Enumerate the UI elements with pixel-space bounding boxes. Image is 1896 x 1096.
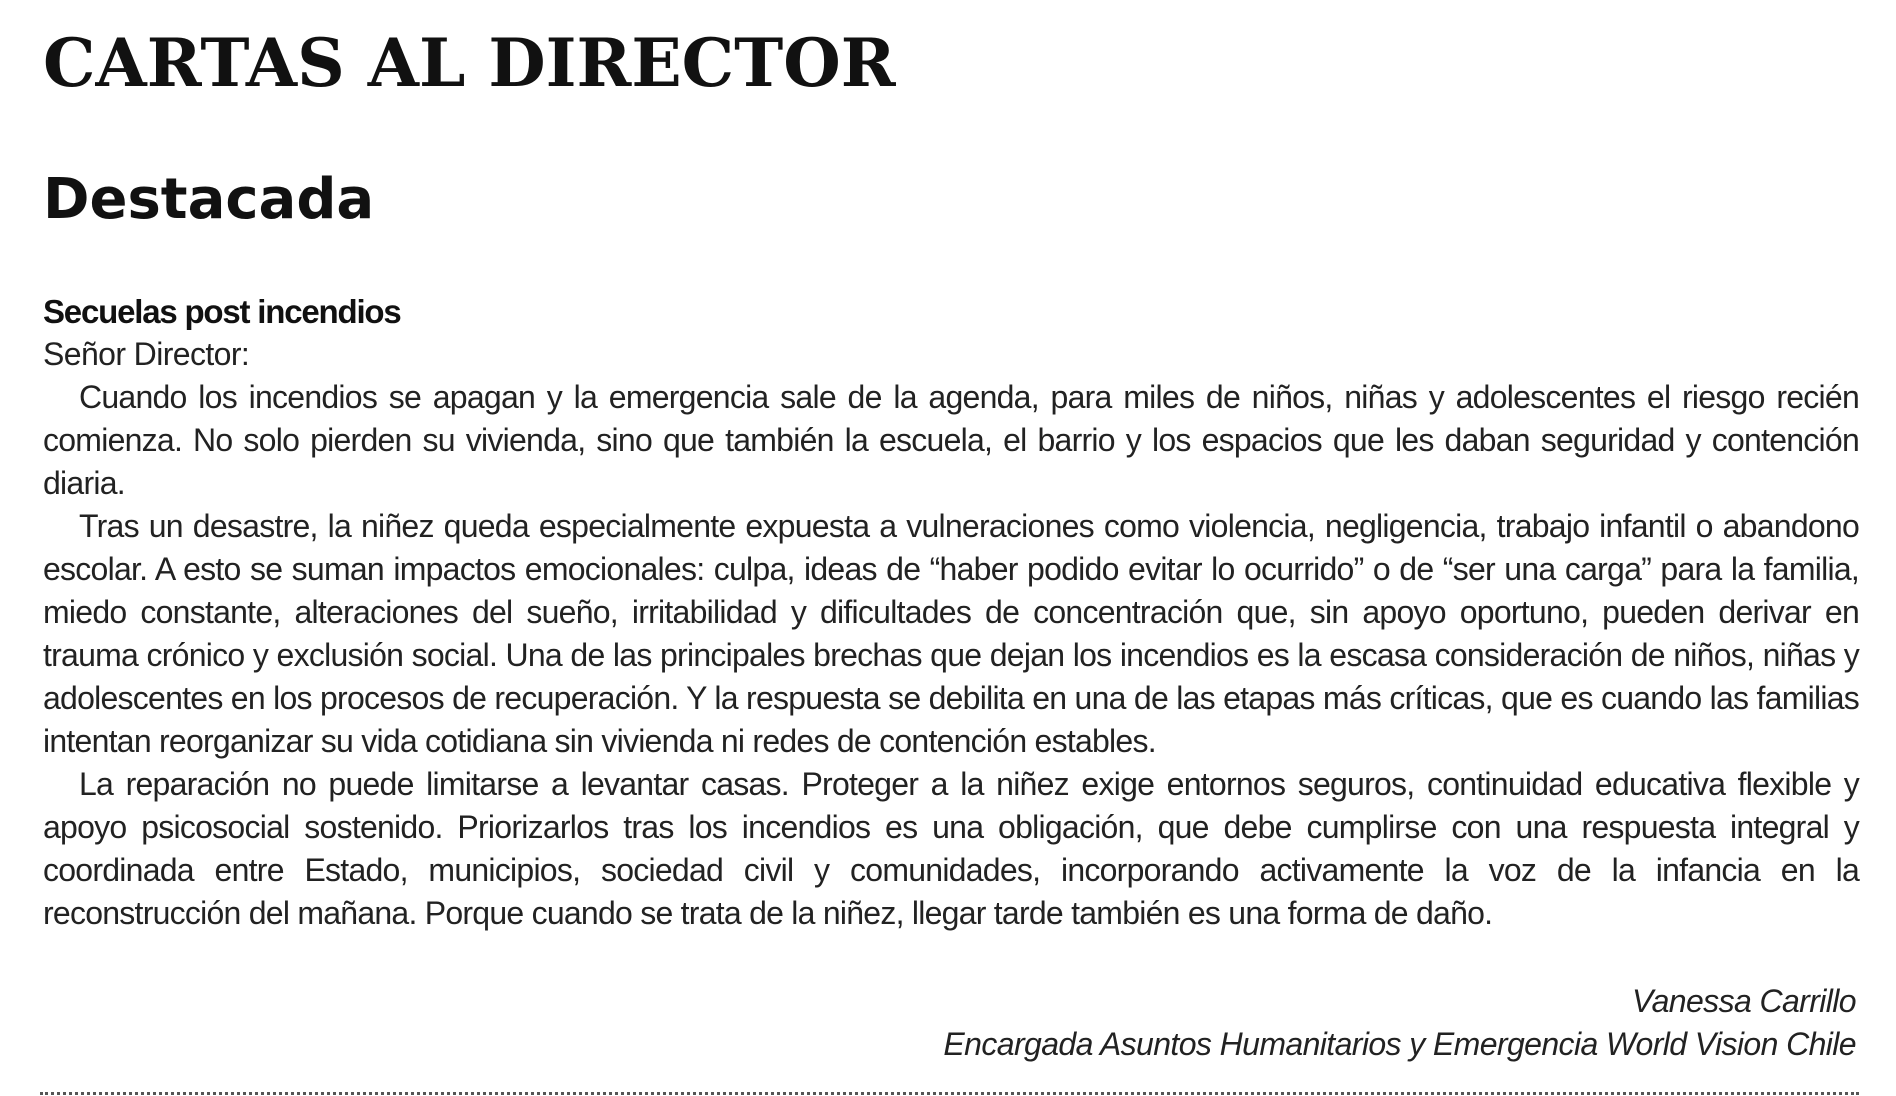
author-name: Vanessa Carrillo: [1632, 983, 1856, 1019]
section-title: CARTAS AL DIRECTOR: [43, 24, 896, 102]
letter-paragraph-1: Cuando los incendios se apagan y la emergencia sale de la agenda, para miles de niños, niñas y adolescentes el riesgo recién comienza. No solo pierden su vivienda, sino que también la escuela, el barrio y los espacios que les daban seguridad y contención diaria.: [43, 379, 1859, 501]
dotted-divider: [40, 1092, 1859, 1095]
letter-title: Secuelas post incendios: [43, 293, 401, 330]
letter-article: [43, 290, 1859, 935]
letter-paragraph-3: La reparación no puede limitarse a levantar casas. Proteger a la niñez exige entornos seguros, continuidad educativa flexible y apoyo psicosocial sostenido. Priorizarlos tras los incendios es una obligación, que debe cumplirse con una respuesta integral y coordinada entre Estado, municipios, sociedad civil y comunidades, incorporando activamente la voz de la infancia en la reconstrucción del mañana. Porque cuando se trata de la niñez, llegar tarde también es una forma de daño.: [43, 766, 1859, 931]
signature-block: [943, 980, 1856, 1066]
letter-paragraph-2: Tras un desastre, la niñez queda especialmente expuesta a vulneraciones como violencia, negligencia, trabajo infantil o abandono escolar. A esto se suman impactos emocionales: culpa, ideas de “haber podido evitar lo ocurrido” o de “ser una carga” para la familia, miedo constante, alteraciones del sueño, irritabilidad y dificultades de concentración que, sin apoyo oportuno, pueden derivar en trauma crónico y exclusión social. Una de las principales brechas que dejan los incendios es la escasa consideración de niños, niñas y adolescentes en los procesos de recuperación. Y la respuesta se debilita en una de las etapas más críticas, que es cuando las familias intentan reorganizar su vida cotidiana sin vivienda ni redes de contención estables.: [43, 508, 1859, 759]
letters-page: [40, 0, 1859, 1096]
salutation: Señor Director:: [43, 336, 250, 372]
author-role: Encargada Asuntos Humanitarios y Emergencia World Vision Chile: [943, 1026, 1856, 1062]
featured-label: Destacada: [43, 167, 375, 232]
